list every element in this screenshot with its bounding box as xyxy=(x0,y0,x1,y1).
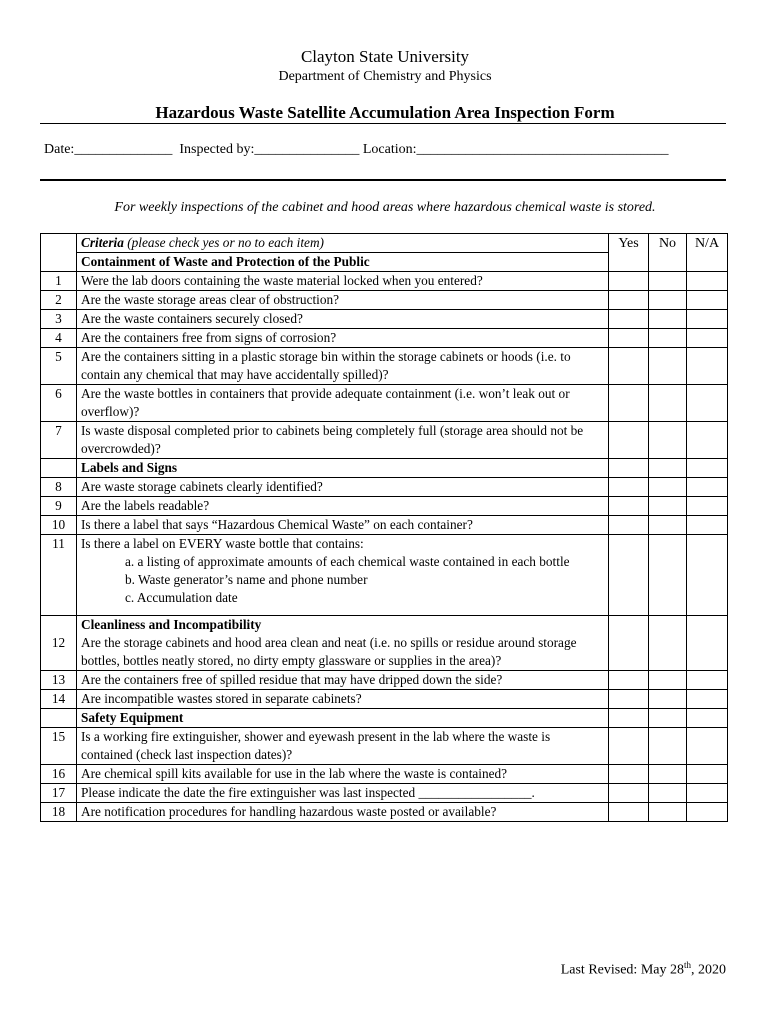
yes-checkbox[interactable] xyxy=(609,784,649,803)
table-row xyxy=(41,516,728,535)
yes-checkbox[interactable] xyxy=(609,422,649,459)
item-question: Is a working fire extinguisher, shower and eyewash present in the lab where the waste is contained (check last inspection dates)? xyxy=(77,728,609,765)
item-number: 15 xyxy=(41,728,77,765)
location-field[interactable]: ____________________________________ xyxy=(416,142,669,157)
yes-checkbox[interactable] xyxy=(609,728,649,765)
na-checkbox[interactable] xyxy=(687,516,728,535)
na-checkbox[interactable] xyxy=(687,671,728,690)
item-number: 2 xyxy=(41,291,77,310)
revised-prefix: Last Revised: May 28 xyxy=(560,962,684,978)
table-row xyxy=(41,765,728,784)
num-cell xyxy=(41,459,77,478)
no-checkbox[interactable] xyxy=(649,329,687,348)
no-checkbox[interactable] xyxy=(649,348,687,385)
yes-checkbox[interactable] xyxy=(609,535,649,616)
na-checkbox[interactable] xyxy=(687,784,728,803)
item-question: Are the labels readable? xyxy=(77,497,609,516)
sub-item-b: b. Waste generator’s name and phone number xyxy=(125,572,368,587)
location-label: Location: xyxy=(362,142,417,157)
table-row xyxy=(41,478,728,497)
criteria-header xyxy=(77,234,609,253)
section-row xyxy=(41,709,728,728)
no-header: No xyxy=(649,234,687,272)
no-checkbox[interactable] xyxy=(649,516,687,535)
table-row xyxy=(41,348,728,385)
yes-checkbox[interactable] xyxy=(609,803,649,822)
item-number: 12 xyxy=(41,616,77,671)
item-question: Are waste storage cabinets clearly identified? xyxy=(77,478,609,497)
na-checkbox[interactable] xyxy=(687,616,728,671)
criteria-note: (please check yes or no to each item) xyxy=(127,235,324,250)
na-checkbox[interactable] xyxy=(687,803,728,822)
table-row xyxy=(41,616,728,671)
inspection-table xyxy=(40,233,728,822)
na-checkbox[interactable] xyxy=(687,765,728,784)
num-cell xyxy=(41,253,77,272)
yes-checkbox[interactable] xyxy=(609,497,649,516)
na-checkbox[interactable] xyxy=(687,348,728,385)
no-checkbox[interactable] xyxy=(649,272,687,291)
table-row xyxy=(41,784,728,803)
no-checkbox[interactable] xyxy=(649,535,687,616)
revised-ordinal: th xyxy=(683,960,691,970)
item-question: Are the waste bottles in containers that provide adequate containment (i.e. won’t leak out or overflow)? xyxy=(77,385,609,422)
item-number: 18 xyxy=(41,803,77,822)
num-header xyxy=(41,234,77,253)
item-question: Are the storage cabinets and hood area clean and neat (i.e. no spills or residue around storage bottles, bottles neatly stored, no dirty empty glassware or supplies in the area)? xyxy=(81,635,577,668)
no-checkbox[interactable] xyxy=(649,616,687,671)
table-row xyxy=(41,803,728,822)
sub-item-a: a. a listing of approximate amounts of each chemical waste contained in each bottle xyxy=(125,554,570,569)
no-checkbox[interactable] xyxy=(649,497,687,516)
yes-header: Yes xyxy=(609,234,649,272)
inspected-by-field[interactable]: _______________ xyxy=(254,142,360,157)
section-containment: Containment of Waste and Protection of the Public xyxy=(77,253,609,272)
item-number: 13 xyxy=(41,671,77,690)
yes-checkbox[interactable] xyxy=(609,478,649,497)
item-number: 5 xyxy=(41,348,77,385)
na-checkbox[interactable] xyxy=(687,535,728,616)
yes-checkbox[interactable] xyxy=(609,348,649,385)
section-labels: Labels and Signs xyxy=(77,459,609,478)
yes-checkbox[interactable] xyxy=(609,516,649,535)
item-number: 16 xyxy=(41,765,77,784)
no-checkbox[interactable] xyxy=(649,765,687,784)
item-question: Are chemical spill kits available for use in the lab where the waste is contained? xyxy=(77,765,609,784)
na-checkbox[interactable] xyxy=(687,272,728,291)
item-number: 7 xyxy=(41,422,77,459)
yes-checkbox[interactable] xyxy=(609,671,649,690)
na-checkbox[interactable] xyxy=(687,291,728,310)
sub-item-c: c. Accumulation date xyxy=(125,590,238,605)
item-question: Are the containers free from signs of corrosion? xyxy=(77,329,609,348)
no-checkbox[interactable] xyxy=(649,385,687,422)
department-name: Department of Chemistry and Physics xyxy=(278,69,492,84)
item-question: Are the waste containers securely closed? xyxy=(77,310,609,329)
item-number: 4 xyxy=(41,329,77,348)
na-checkbox[interactable] xyxy=(687,385,728,422)
na-checkbox[interactable] xyxy=(687,329,728,348)
na-checkbox[interactable] xyxy=(687,690,728,709)
na-checkbox[interactable] xyxy=(687,497,728,516)
criteria-label: Criteria xyxy=(81,235,124,250)
meta-rule xyxy=(40,179,726,181)
revised-year: , 2020 xyxy=(691,962,726,978)
yes-checkbox[interactable] xyxy=(609,765,649,784)
last-revised xyxy=(561,960,726,979)
item-number: 11 xyxy=(41,535,77,616)
yes-checkbox[interactable] xyxy=(609,291,649,310)
na-checkbox[interactable] xyxy=(687,310,728,329)
section-safety: Safety Equipment xyxy=(77,709,609,728)
item-number: 6 xyxy=(41,385,77,422)
no-checkbox[interactable] xyxy=(649,478,687,497)
inspected-by-label: Inspected by: xyxy=(179,142,255,157)
no-checkbox[interactable] xyxy=(649,784,687,803)
num-cell xyxy=(41,709,77,728)
item-number: 1 xyxy=(41,272,77,291)
table-header-row xyxy=(41,234,728,253)
instruction-text: For weekly inspections of the cabinet and hood areas where hazardous chemical waste is stored. xyxy=(114,200,656,215)
item-question: Is there a label that says “Hazardous Chemical Waste” on each container? xyxy=(77,516,609,535)
yes-checkbox[interactable] xyxy=(609,329,649,348)
table-row xyxy=(41,728,728,765)
no-checkbox[interactable] xyxy=(649,422,687,459)
yes-checkbox[interactable] xyxy=(609,385,649,422)
item-number: 8 xyxy=(41,478,77,497)
table-row xyxy=(41,535,728,616)
item-number: 10 xyxy=(41,516,77,535)
yes-checkbox[interactable] xyxy=(609,310,649,329)
table-row xyxy=(41,671,728,690)
inspection-meta xyxy=(44,142,669,158)
table-row xyxy=(41,385,728,422)
title-rule xyxy=(40,123,726,124)
table-row xyxy=(41,329,728,348)
item-question: Is waste disposal completed prior to cabinets being completely full (storage area should not be overcrowded)? xyxy=(77,422,609,459)
date-label: Date: xyxy=(44,142,75,157)
na-checkbox[interactable] xyxy=(687,478,728,497)
section-row xyxy=(41,459,728,478)
item-question: Is there a label on EVERY waste bottle that contains: xyxy=(81,536,364,551)
no-checkbox[interactable] xyxy=(649,291,687,310)
table-row xyxy=(41,272,728,291)
yes-checkbox[interactable] xyxy=(609,272,649,291)
university-name: Clayton State University xyxy=(300,47,470,66)
item-number: 17 xyxy=(41,784,77,803)
date-field[interactable]: ______________ xyxy=(74,142,173,157)
table-row xyxy=(41,291,728,310)
item-question-12 xyxy=(77,616,609,671)
table-row xyxy=(41,310,728,329)
item-question: Are notification procedures for handling hazardous waste posted or available? xyxy=(77,803,609,822)
na-checkbox[interactable] xyxy=(687,422,728,459)
section-cleanliness: Cleanliness and Incompatibility xyxy=(81,617,262,632)
item-question: Please indicate the date the fire extinguisher was last inspected _________________. xyxy=(77,784,609,803)
na-checkbox[interactable] xyxy=(687,728,728,765)
no-checkbox[interactable] xyxy=(649,310,687,329)
item-number: 14 xyxy=(41,690,77,709)
form-title: Hazardous Waste Satellite Accumulation Area Inspection Form xyxy=(155,103,615,122)
item-question: Are incompatible wastes stored in separate cabinets? xyxy=(77,690,609,709)
yes-checkbox[interactable] xyxy=(609,690,649,709)
no-checkbox[interactable] xyxy=(649,671,687,690)
item-number: 3 xyxy=(41,310,77,329)
table-row xyxy=(41,497,728,516)
item-question: Are the containers free of spilled residue that may have dripped down the side? xyxy=(77,671,609,690)
item-number: 9 xyxy=(41,497,77,516)
item-question-11 xyxy=(77,535,609,616)
yes-checkbox[interactable] xyxy=(609,616,649,671)
item-question: Were the lab doors containing the waste material locked when you entered? xyxy=(77,272,609,291)
no-checkbox[interactable] xyxy=(649,803,687,822)
item-question: Are the waste storage areas clear of obstruction? xyxy=(77,291,609,310)
na-header: N/A xyxy=(687,234,728,272)
no-checkbox[interactable] xyxy=(649,690,687,709)
item-question: Are the containers sitting in a plastic storage bin within the storage cabinets or hoods (i.e. to contain any chemical that may have accidentally spilled)? xyxy=(77,348,609,385)
table-row xyxy=(41,690,728,709)
table-row xyxy=(41,422,728,459)
no-checkbox[interactable] xyxy=(649,728,687,765)
